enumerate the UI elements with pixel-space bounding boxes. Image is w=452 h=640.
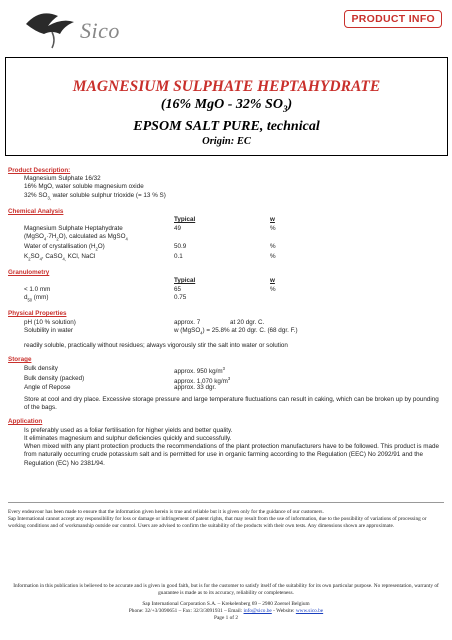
table-row: Water of crystallisation $(H_2O)$ 50.9 % [24, 243, 276, 252]
description-line: 32% $SO_{3,}$ water soluble sulphur trioxide (= 13 % S) [24, 191, 166, 200]
table-row: Magnesium Sulphate Heptahydrate 49 % [24, 224, 276, 232]
application-line: Is preferably used as a foliar fertilisation for higher yields and better quality. [24, 426, 233, 434]
footer-contact: Phone: 32/+3/3090651 – Fax: 32/3/3091931 – Email: info@sico.be - Website: www.sico.be [128, 608, 324, 614]
product-composition: (16% MgO - 32% $SO_3$) [160, 97, 293, 114]
table-row: $d_{50}$ (mm) 0.75 [24, 294, 187, 303]
section-application: Application [8, 418, 43, 426]
section-chemical-analysis: Chemical Analysis [8, 208, 64, 216]
table-row: pH (10 % solution) approx. 7 at 20 dgr. C. [24, 318, 265, 326]
table-row: $K_2SO_4$, CaSO$_{4,}$ KCl, NaCl 0.1 % [24, 253, 276, 262]
product-info-badge: PRODUCT INFO [344, 10, 442, 28]
solubility-note: readily soluble, practically without residues; always vigorously stir the salt into water or solution [24, 342, 288, 350]
footer-company: Sap International Corporation S.A. – Krekelenberg 69 – 2980 Zoersel Belgium [142, 601, 310, 607]
description-line: 16% MgO, water soluble magnesium oxide [24, 183, 144, 191]
logo-wordmark: Sico [80, 18, 120, 43]
table-row: $(MgSO_4\cdot 7H_2O)$, calculated as MgSO$_4$ [24, 233, 128, 242]
section-storage: Storage [8, 356, 32, 364]
table-row: Bulk density (packed) approx. 1,070 $kg/m^3$ [24, 374, 231, 385]
spec-content [8, 167, 440, 468]
product-subtitle: EPSOM SALT PURE, technical [133, 118, 320, 134]
application-line: It eliminates magnesium and sulphur deficiencies quickly and successfully. [24, 434, 232, 442]
section-granulometry: Granulometry [8, 269, 50, 277]
company-logo [22, 4, 132, 52]
page-number: Page 1 of 2 [214, 615, 238, 621]
table-row: Solubility in water w (MgSO$_4$) = 25.8% at 20 dgr. C. (68 dgr. F.) [24, 327, 298, 336]
disclaimer-paragraph: Every endeavour has been made to ensure that the information given herein is true and reliable but it is given only for the guidance of our customers. [8, 509, 324, 515]
footer-info: Information in this publication is believed to be accurate and is given in good faith, but is for the customer to satisfy itself of the suitability for its own particular purpose. No representation, warranty of guarantee is made as to its accuracy, reliability or completeness. [13, 583, 439, 596]
table-header-row: Typical w [174, 216, 275, 224]
table-row: Angle of Repose approx. 33 dgr. [24, 383, 217, 391]
table-row: Bulk density approx. 950 $kg/m^3$ [24, 364, 225, 375]
section-physical-properties: Physical Properties [8, 310, 67, 318]
application-line: When mixed with any plant protection products the recommendations of the plant protection manufacturers have to be followed. This product is made from naturally occurring crude potassium salt and is permitted for use in organic farming according to the Regulation (EEC) No 2092/91 and the Regulation (EC) No 2381/94. [24, 443, 440, 467]
email-link[interactable]: info@sico.be [243, 608, 272, 614]
storage-note: Store at cool and dry place. Excessive storage pressure and large temperature fluctuations can result in caking, which can be broken up by pounding of the bags. [24, 396, 439, 412]
website-link[interactable]: www.sico.be [295, 608, 324, 614]
section-product-description: Product Description: [8, 167, 71, 174]
page-footer [8, 583, 444, 622]
product-origin: Origin: EC [202, 135, 251, 147]
disclaimer-paragraph: Sap International cannot accept any responsibility for loss or damage or infringement of patent rights, that may result from the use of information, due to the possibility of variations of processing or working conditions and of workmanship outside our control. Users are advised to confirm the suitability of the products with their own tests. Any dimensions shown are approximate. [8, 516, 427, 529]
description-line: Magnesium Sulphate 16/32 [24, 175, 101, 183]
title-box [5, 57, 448, 156]
product-title: MAGNESIUM SULPHATE HEPTAHYDRATE [72, 78, 381, 95]
divider [8, 502, 444, 503]
disclaimer [8, 509, 444, 530]
table-row: < 1.0 mm 65 % [24, 285, 276, 293]
table-header-row: Typical w [174, 277, 275, 285]
